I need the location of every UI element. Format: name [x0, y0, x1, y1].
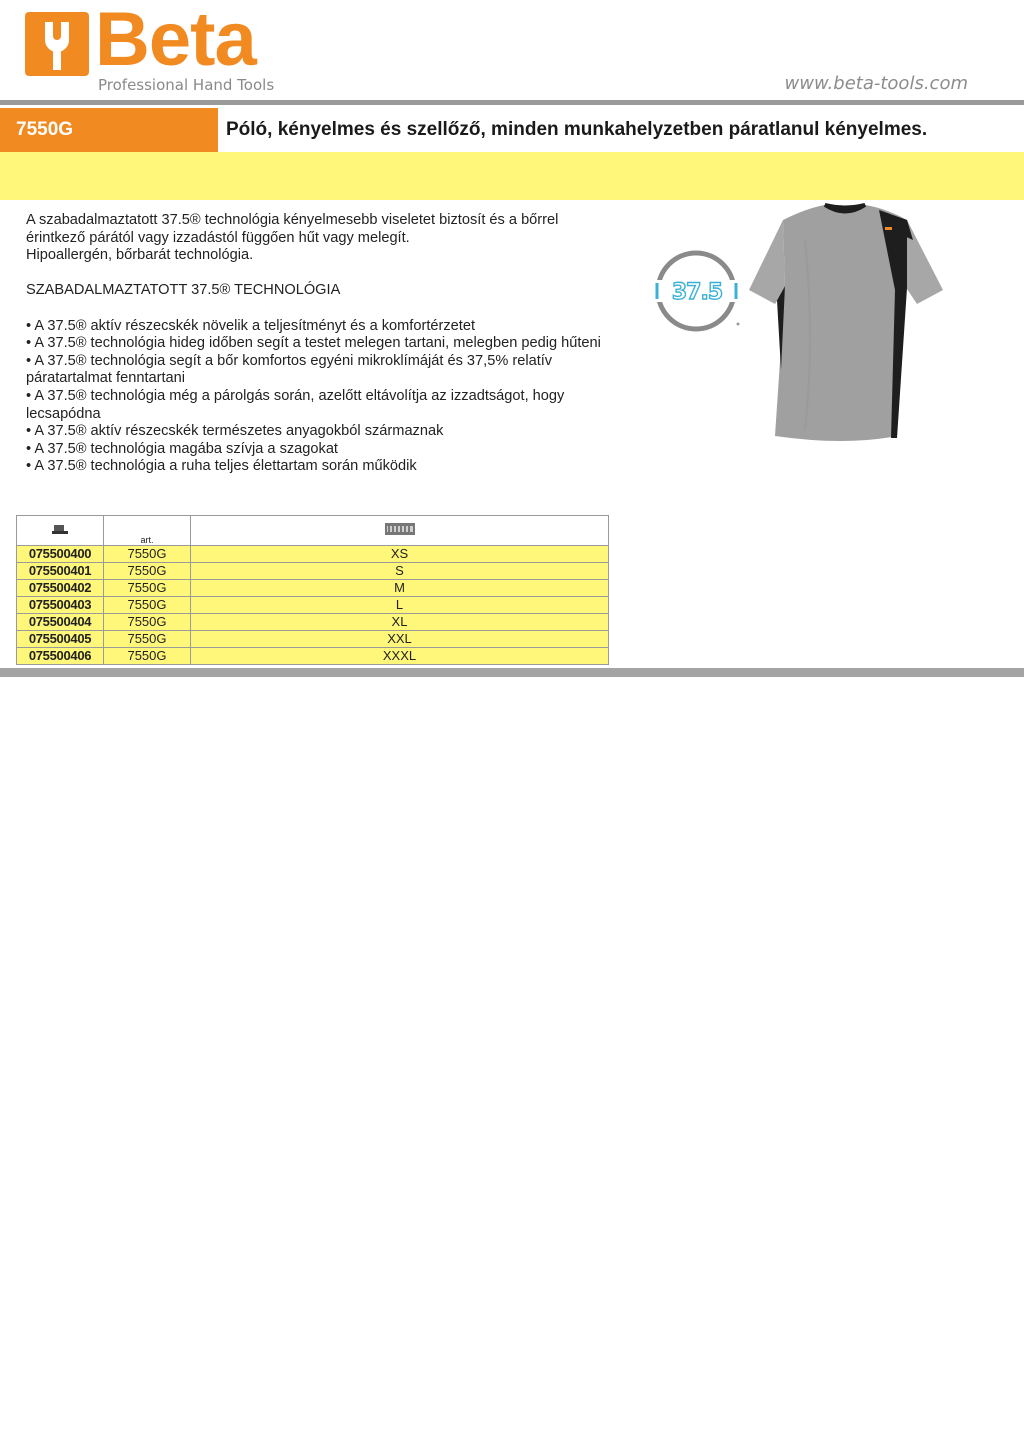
row-code: 075500404: [17, 614, 104, 631]
row-art: 7550G: [104, 580, 191, 597]
row-art: 7550G: [104, 546, 191, 563]
row-size: XXL: [191, 631, 609, 648]
intro-paragraph: A szabadalmaztatott 37.5® technológia kényelmesebb viseletet biztosít és a bőrrel érintkező párától vagy izzadástól függően hűt vagy melegít.: [26, 212, 559, 246]
header-art-cell: art.: [104, 516, 191, 546]
row-code: 075500406: [17, 648, 104, 665]
feature-bullet: • A 37.5® aktív részecskék természetes anyagokból származnak: [26, 423, 444, 440]
row-size: S: [191, 563, 609, 580]
row-size: L: [191, 597, 609, 614]
row-art: 7550G: [104, 648, 191, 665]
barcode-icon: [52, 525, 68, 535]
footer-divider: [0, 668, 1024, 677]
size-chart-icon: [385, 523, 415, 535]
page-header: [0, 0, 1024, 100]
row-art: 7550G: [104, 563, 191, 580]
feature-bullet: • A 37.5® technológia a ruha teljes élettartam során működik: [26, 458, 417, 475]
feature-bullet: • A 37.5® technológia még a párolgás során, azelőtt eltávolítja az izzadtságot, hogy lecsapódna: [26, 387, 565, 422]
row-art: 7550G: [104, 614, 191, 631]
tshirt-image: [745, 200, 945, 444]
row-size: XS: [191, 546, 609, 563]
row-art: 7550G: [104, 631, 191, 648]
beta-logo: [25, 0, 295, 96]
row-code: 075500400: [17, 546, 104, 563]
table-row: [17, 648, 609, 665]
row-art: 7550G: [104, 597, 191, 614]
table-header-row: [17, 516, 609, 546]
row-code: 075500402: [17, 580, 104, 597]
row-code: 075500401: [17, 563, 104, 580]
feature-bullet: • A 37.5® technológia magába szívja a szagokat: [26, 440, 338, 457]
table-row: [17, 546, 609, 563]
header-divider: [0, 100, 1024, 105]
wrench-logo-icon: [25, 12, 89, 76]
feature-bullet: • A 37.5® aktív részecskék növelik a teljesítményt és a komfortérzetet: [26, 317, 476, 334]
row-size: XXXL: [191, 648, 609, 665]
row-code: 075500405: [17, 631, 104, 648]
website-url[interactable]: www.beta-tools.com: [784, 73, 968, 94]
row-size: XL: [191, 614, 609, 631]
product-description: [26, 212, 606, 476]
yellow-band: [0, 152, 1024, 200]
technology-heading: SZABADALMAZTATOTT 37.5® TECHNOLÓGIA: [26, 282, 341, 299]
header-code-cell: [17, 516, 104, 546]
intro-paragraph: Hipoallergén, bőrbarát technológia.: [26, 247, 254, 264]
row-size: M: [191, 580, 609, 597]
table-row: [17, 614, 609, 631]
variant-table: [16, 515, 609, 665]
table-row: [17, 631, 609, 648]
feature-bullet: • A 37.5® technológia hideg időben segít a testet melegen tartani, melegben pedig hűteni: [26, 335, 601, 352]
product-title: Póló, kényelmes és szellőző, minden munkahelyzetben páratlanul kényelmes.: [226, 119, 928, 140]
row-code: 075500403: [17, 597, 104, 614]
logo-tagline: Professional Hand Tools: [98, 76, 275, 94]
product-code-box: [0, 108, 218, 152]
table-row: [17, 580, 609, 597]
badge-text: 37.5: [671, 280, 723, 305]
37-5-badge-icon: [652, 248, 742, 334]
table-row: [17, 597, 609, 614]
logo-wordmark: Beta: [95, 0, 256, 82]
header-size-cell: [191, 516, 609, 546]
table-row: [17, 563, 609, 580]
product-code: 7550G: [16, 119, 74, 140]
feature-bullet: • A 37.5® technológia segít a bőr komfortos egyéni mikroklímáját és 37,5% relatív páratartalmat fenntartani: [26, 352, 553, 387]
